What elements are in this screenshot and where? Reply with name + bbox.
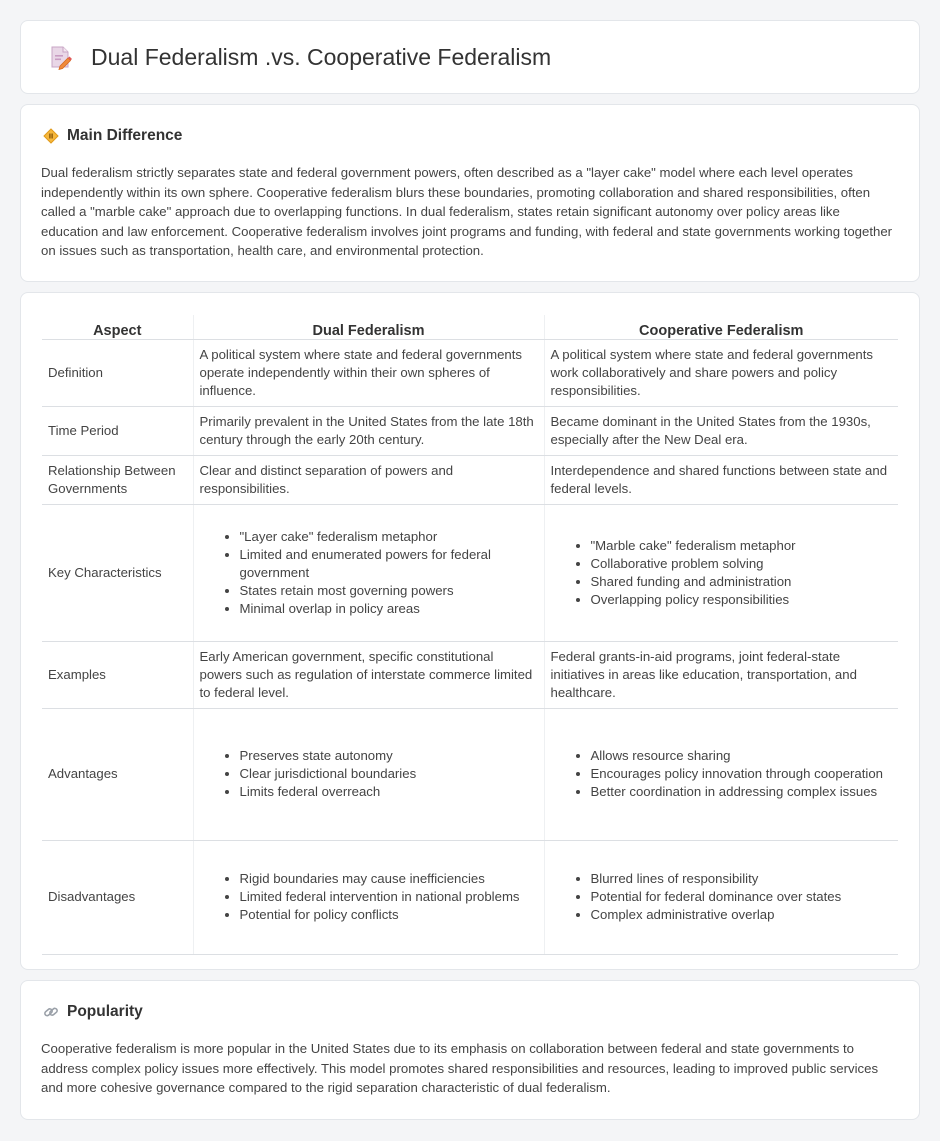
list-item: • Limited federal intervention in national problems xyxy=(240,888,538,906)
list-item: • Better coordination in addressing complex issues xyxy=(591,783,893,801)
list-item: • Collaborative problem solving xyxy=(591,555,893,573)
coop-list xyxy=(551,537,893,609)
document-pencil-icon xyxy=(47,44,73,70)
header-card xyxy=(20,20,920,94)
dual-cell: Clear and distinct separation of powers and responsibilities. xyxy=(193,455,544,504)
dual-cell xyxy=(193,840,544,954)
list-item: • Potential for policy conflicts xyxy=(240,906,538,924)
link-icon xyxy=(43,1004,59,1020)
list-item: • Shared funding and administration xyxy=(591,573,893,591)
table-row xyxy=(42,708,898,840)
main-difference-text: Dual federalism strictly separates state and federal government powers, often described as a "layer cake" model where each level operates independently within its own sphere. Cooperative federalism blurs these boundaries, promoting collaboration and shared responsibilities, often called a "marble cake" approach due to overlapping functions. In dual federalism, states retain significant autonomy over policy areas like education and law enforcement. Cooperative federalism involves joint programs and funding, with federal and state governments working together on issues such as transportation, health care, and environmental protection. xyxy=(41,165,893,258)
row-aspect: Disadvantages xyxy=(42,840,193,954)
dual-cell xyxy=(193,708,544,840)
table-row xyxy=(42,406,898,455)
popularity-heading: Popularity xyxy=(67,1003,143,1020)
popularity-text: Cooperative federalism is more popular in the United States due to its emphasis on collaboration between federal and state governments to address complex policy issues more effectively. This model promotes shared responsibilities and resources, leading to improved public services and more cohesive governance compared to the rigid separation characteristic of dual federalism. xyxy=(41,1041,879,1095)
table-row xyxy=(42,455,898,504)
table-row xyxy=(42,504,898,641)
diamond-icon xyxy=(43,128,59,144)
row-aspect: Definition xyxy=(42,339,193,406)
table-row xyxy=(42,641,898,708)
table-row xyxy=(42,339,898,406)
coop-cell xyxy=(544,504,898,641)
row-aspect: Relationship Between Governments xyxy=(42,455,193,504)
list-item: • States retain most governing powers xyxy=(240,582,538,600)
coop-list xyxy=(551,870,893,924)
row-aspect: Key Characteristics xyxy=(42,504,193,641)
coop-cell: Became dominant in the United States from the 1930s, especially after the New Deal era. xyxy=(544,406,898,455)
dual-cell: Early American government, specific constitutional powers such as regulation of interstate commerce limited to federal level. xyxy=(193,641,544,708)
dual-cell: Primarily prevalent in the United States from the late 18th century through the early 20th century. xyxy=(193,406,544,455)
coop-cell: Interdependence and shared functions between state and federal levels. xyxy=(544,455,898,504)
row-aspect: Advantages xyxy=(42,708,193,840)
main-difference-section xyxy=(20,104,920,282)
row-aspect: Examples xyxy=(42,641,193,708)
comparison-table xyxy=(42,315,898,955)
main-difference-heading: Main Difference xyxy=(67,127,183,144)
list-item: • Encourages policy innovation through cooperation xyxy=(591,765,893,783)
dual-list xyxy=(200,747,538,801)
list-item: • Preserves state autonomy xyxy=(240,747,538,765)
table-header-row xyxy=(42,315,898,339)
list-item: • Limits federal overreach xyxy=(240,783,538,801)
list-item: • Complex administrative overlap xyxy=(591,906,893,924)
list-item: • Overlapping policy responsibilities xyxy=(591,591,893,609)
coop-cell xyxy=(544,708,898,840)
list-item: • Allows resource sharing xyxy=(591,747,893,765)
page-title: Dual Federalism .vs. Cooperative Federalism xyxy=(91,43,552,70)
list-item: • Rigid boundaries may cause inefficiencies xyxy=(240,870,538,888)
coop-list xyxy=(551,747,893,801)
dual-cell: A political system where state and federal governments operate independently within their own spheres of influence. xyxy=(193,339,544,406)
list-item: • Limited and enumerated powers for federal government xyxy=(240,546,538,582)
list-item: • "Layer cake" federalism metaphor xyxy=(240,528,538,546)
list-item: • Potential for federal dominance over states xyxy=(591,888,893,906)
comparison-table-card xyxy=(20,292,920,970)
popularity-section xyxy=(20,980,920,1120)
header-dual-federalism: Dual Federalism xyxy=(193,315,544,339)
header-aspect: Aspect xyxy=(42,315,193,339)
list-item: • Minimal overlap in policy areas xyxy=(240,600,538,618)
coop-cell: A political system where state and federal governments work collaboratively and share powers and policy responsibilities. xyxy=(544,339,898,406)
row-aspect: Time Period xyxy=(42,406,193,455)
list-item: • Clear jurisdictional boundaries xyxy=(240,765,538,783)
list-item: • Blurred lines of responsibility xyxy=(591,870,893,888)
list-item: • "Marble cake" federalism metaphor xyxy=(591,537,893,555)
coop-cell: Federal grants-in-aid programs, joint federal-state initiatives in areas like education, transportation, and healthcare. xyxy=(544,641,898,708)
table-row xyxy=(42,840,898,954)
dual-list xyxy=(200,870,538,924)
dual-list xyxy=(200,528,538,618)
header-cooperative-federalism: Cooperative Federalism xyxy=(544,315,898,339)
coop-cell xyxy=(544,840,898,954)
dual-cell xyxy=(193,504,544,641)
